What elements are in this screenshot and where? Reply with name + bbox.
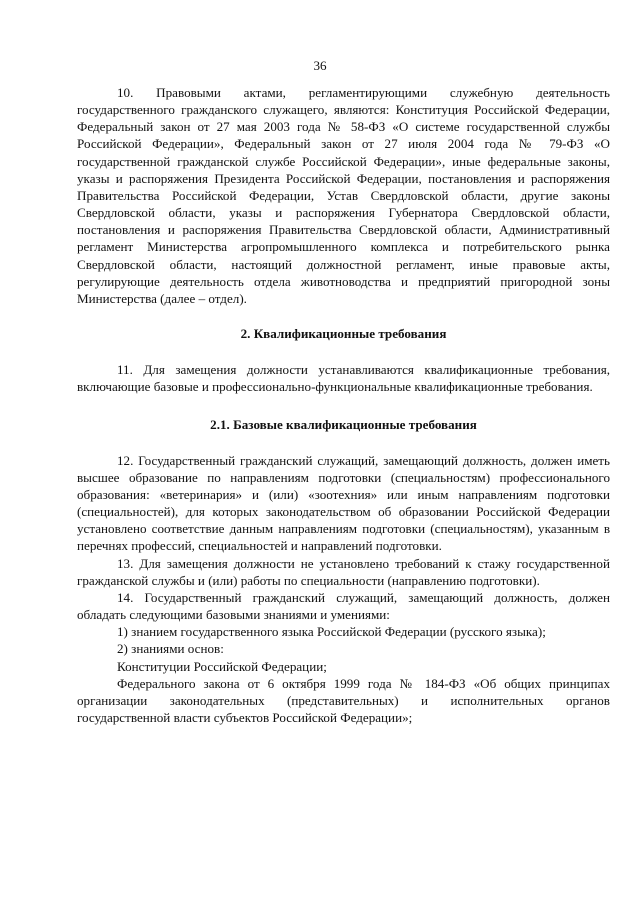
section-heading-2: 2. Квалификационные требования	[240, 326, 447, 342]
paragraph-10: 10. Правовыми актами, регламентирующими служебную деятельность государственного гражданского служащего, являются: Конституция Российской Федерации, Федеральный закон от 27 мая 2003 года № 58-ФЗ «О системе государственной службы Российской Федерации», Федеральный закон от 27 июля 2004 года № 79-ФЗ «О государственной гражданской службе Российской Федерации», иные федеральные законы, указы и распоряжения Президента Российской Федерации, постановления и распоряжения Правительства Российской Федерации, Устав Свердловской области, другие законы Свердловской области, указы и распоряжения Губернатора Свердловской области, постановления и распоряжения Правительства Свердловской области, Административный регламент Министерства агропромышленного комплекса и потребительского рынка Свердловской области, настоящий должностной регламент, иные правовые акты, регулирующие деятельность отдела животноводства и предприятий пригородной зоны Министерства (далее – отдел).	[77, 85, 610, 306]
list-subitem-constitution: Конституции Российской Федерации;	[117, 658, 327, 674]
document-body	[77, 84, 610, 726]
paragraph-14: 14. Государственный гражданский служащий, замещающий должность, должен обладать следующими базовыми знаниями и умениями:	[77, 589, 610, 623]
paragraph-12: 12. Государственный гражданский служащий, замещающий должность, должен иметь высшее образование по направлениям подготовки (специальностям) профессионального образования: «ветеринария» и (или) «зоотехния» или иным направлениям подготовки (специальностей), для которых законодательством об образовании Российской Федерации установлено соответствие данным направлениям подготовки (специальностям), указанным в перечнях профессий, специальностей и направлений подготовки.	[77, 452, 610, 554]
list-item-1: 1) знанием государственного языка Российской Федерации (русского языка);	[117, 624, 546, 640]
list-subitem-federal-law-184: Федерального закона от 6 октября 1999 года № 184-ФЗ «Об общих принципах организации законодательных (представительных) и исполнительных органов государственной власти субъектов Российской Федерации»;	[77, 675, 610, 725]
list-item-2: 2) знаниями основ:	[117, 641, 224, 657]
page-number: 36	[313, 58, 327, 73]
paragraph-13: 13. Для замещения должности не установлено требований к стажу государственной гражданской службы и (или) работы по специальности (направлению подготовки).	[77, 555, 610, 588]
paragraph-11: 11. Для замещения должности устанавливаются квалификационные требования, включающие базовые и профессионально-функциональные квалификационные требования.	[77, 362, 610, 395]
section-heading-2-1: 2.1. Базовые квалификационные требования	[210, 416, 477, 432]
